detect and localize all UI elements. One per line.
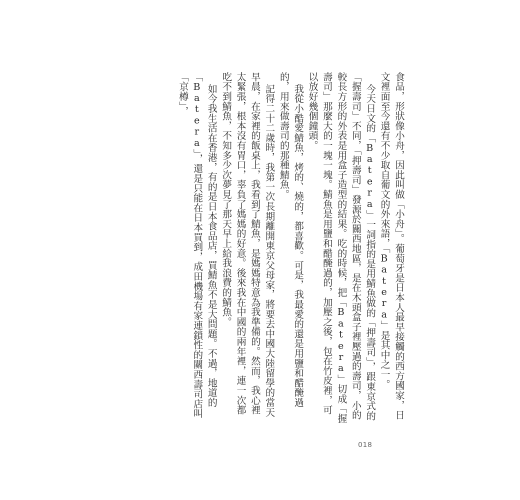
paragraph-2: 今天日文的「Batera」一詞指的是用鯖魚做的「押壽司」，跟東京式的「握壽司」不同，「押壽司」發源於關西地區，是在木頭盒子裡壓過的壽司，小的較長方形的外表是用盒子造型的結果。吃的時候，把「Batera」切成「握壽司」那麼大的一塊一塊。鯖魚是用鹽和醋醃過的，加壓之後，包在竹皮裡，可以放好幾個鐘頭。 [306, 72, 376, 424]
paragraph-1: 食品，形狀像小舟，因此叫做「小舟」。葡萄牙是日本人最早接觸的西方國家，日文裡面至今還有不少取自葡文的外來語，「Batera」是其中之一。 [378, 72, 404, 420]
page-number: 018 [358, 441, 373, 449]
paragraph-4: 記得二十二歲時，我第一次長期離開東京父母家，將要去中國大陸留學的當天早晨，在家裡的飯桌上，我看到了鯖魚，是媽媽特意為我準備的。然而，我心裡太緊張，根本沒有胃口，辜負了媽媽的好意。後來我在中國的兩年裡，連一次都吃不到鯖魚，不知多少次夢見了那天早上給我浪費的鯖魚。 [220, 72, 275, 417]
paragraph-3: 我從小酷愛鯖魚，烤的、燒的，都喜歡。可是，我最愛的還是用鹽和醋醃過的，用來做壽司的那種鯖魚。 [277, 72, 304, 407]
paragraph-5: 如今我生活在香港，有的是日本食品店，買鯖魚不是大問題。不過，地道的「Batera」，還是只能在日本買到，成田機場有家連鎖性的關西壽司店叫「京樽」， [176, 72, 217, 419]
vertical-text-body [140, 72, 405, 424]
